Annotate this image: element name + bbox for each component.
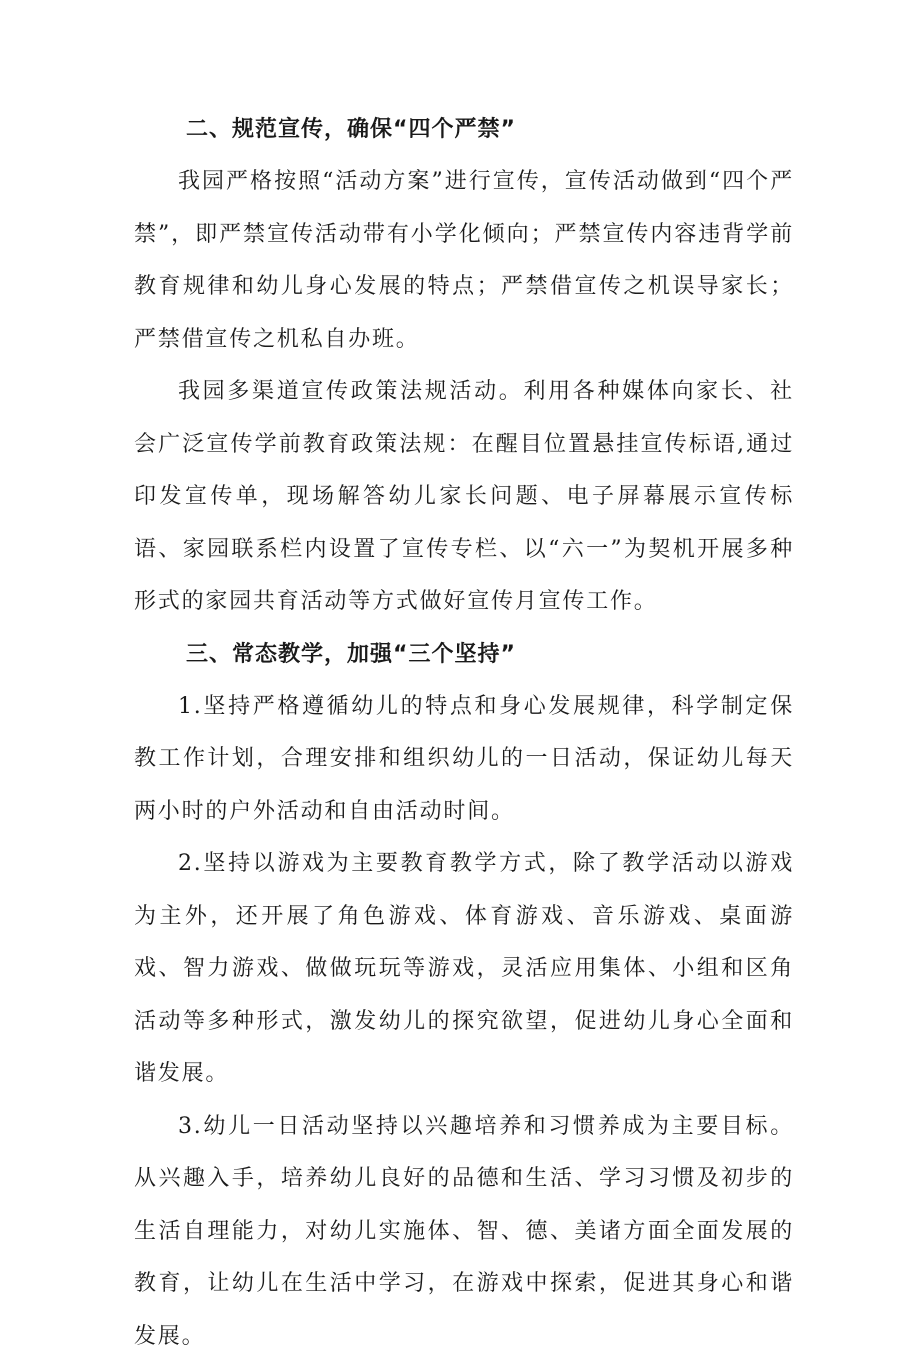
section-2-heading: 二、规范宣传，确保“四个严禁” [134, 104, 794, 156]
section-2-paragraph-1: 我园严格按照“活动方案”进行宣传，宣传活动做到“四个严禁”，即严禁宣传活动带有小学化倾向；严禁宣传内容违背学前教育规律和幼儿身心发展的特点；严禁借宣传之机误导家长；严禁借宣传之机私自办班。 [134, 156, 794, 366]
document-body [134, 104, 794, 1363]
section-3-item-3: 3.幼儿一日活动坚持以兴趣培养和习惯养成为主要目标。从兴趣入手，培养幼儿良好的品德和生活、学习习惯及初步的生活自理能力，对幼儿实施体、智、德、美诸方面全面发展的教育，让幼儿在生活中学习，在游戏中探索，促进其身心和谐发展。 [134, 1101, 794, 1363]
section-2-paragraph-2: 我园多渠道宣传政策法规活动。利用各种媒体向家长、社会广泛宣传学前教育政策法规：在醒目位置悬挂宣传标语,通过印发宣传单，现场解答幼儿家长问题、电子屏幕展示宣传标语、家园联系栏内设置了宣传专栏、以“六一”为契机开展多种形式的家园共育活动等方式做好宣传月宣传工作。 [134, 366, 794, 629]
section-3-item-1: 1.坚持严格遵循幼儿的特点和身心发展规律，科学制定保教工作计划，合理安排和组织幼儿的一日活动，保证幼儿每天两小时的户外活动和自由活动时间。 [134, 681, 794, 839]
section-3-item-2: 2.坚持以游戏为主要教育教学方式，除了教学活动以游戏为主外，还开展了角色游戏、体育游戏、音乐游戏、桌面游戏、智力游戏、做做玩玩等游戏，灵活应用集体、小组和区角活动等多种形式，激发幼儿的探究欲望，促进幼儿身心全面和谐发展。 [134, 838, 794, 1101]
section-3-heading: 三、常态教学，加强“三个坚持” [134, 629, 794, 681]
